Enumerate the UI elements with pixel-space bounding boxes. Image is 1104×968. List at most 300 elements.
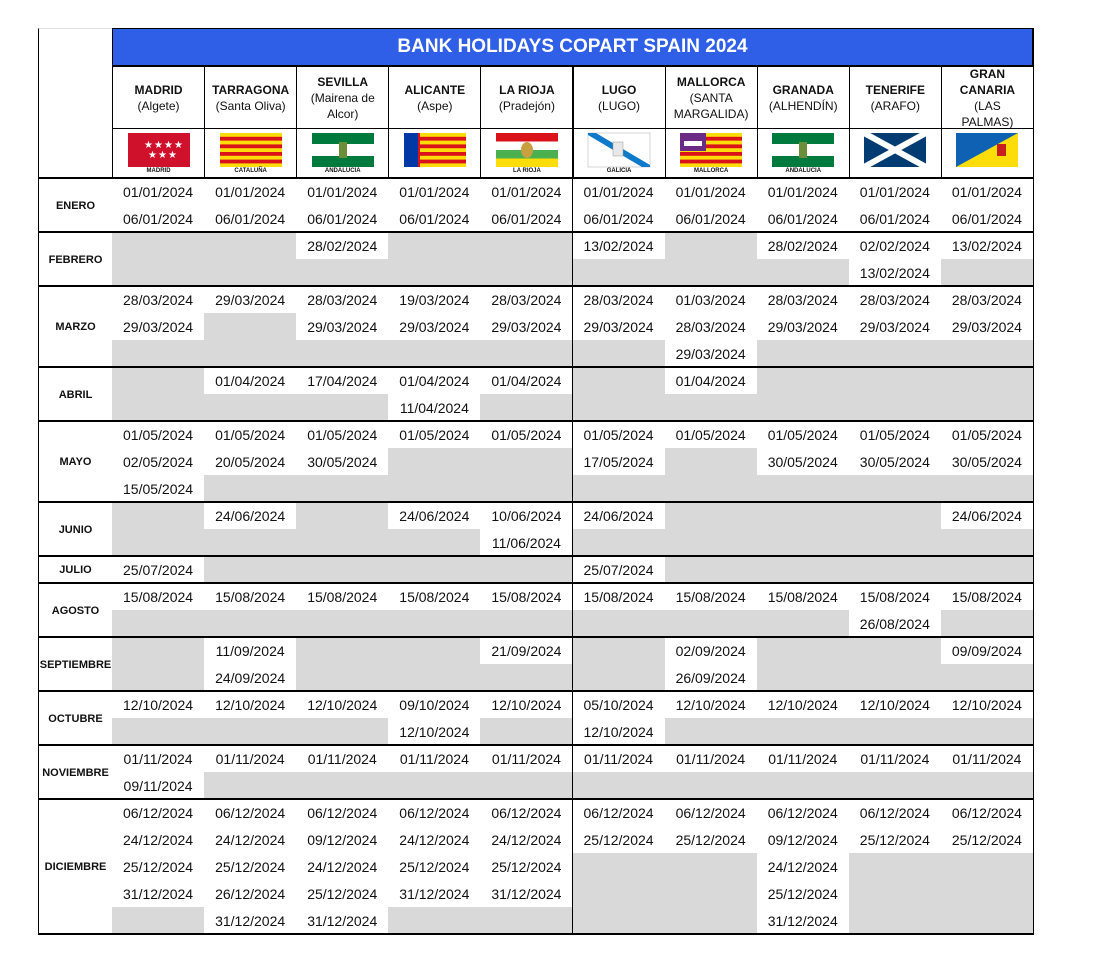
month-label-febrero: FEBRERO	[38, 232, 113, 287]
holiday-date-cell: 15/05/2024	[112, 475, 205, 503]
empty-cell	[573, 367, 666, 395]
empty-cell	[480, 556, 573, 584]
empty-cell	[480, 259, 573, 287]
holiday-date-cell: 01/01/2024	[480, 178, 573, 206]
holiday-date-cell: 01/11/2024	[849, 745, 942, 773]
empty-cell	[388, 232, 481, 260]
holiday-date-cell: 31/12/2024	[757, 907, 850, 935]
holiday-date-cell: 29/03/2024	[112, 313, 205, 341]
holiday-date-cell: 06/01/2024	[480, 205, 573, 233]
empty-cell	[480, 772, 573, 800]
holiday-date-cell: 24/06/2024	[573, 502, 666, 530]
holiday-date-cell: 01/05/2024	[480, 421, 573, 449]
holiday-date-cell: 01/05/2024	[941, 421, 1034, 449]
empty-cell	[112, 610, 205, 638]
holiday-date-cell: 28/03/2024	[296, 286, 389, 314]
holiday-date-cell: 17/05/2024	[573, 448, 666, 476]
holiday-date-cell: 15/08/2024	[849, 583, 942, 611]
month-label-marzo: MARZO	[38, 286, 113, 368]
flag-cell	[573, 128, 666, 178]
holiday-date-cell: 02/09/2024	[665, 637, 758, 665]
holiday-date-cell: 01/04/2024	[388, 367, 481, 395]
holiday-date-cell: 01/01/2024	[388, 178, 481, 206]
holiday-date-cell: 31/12/2024	[204, 907, 297, 935]
holiday-date-cell: 12/10/2024	[296, 691, 389, 719]
holiday-date-cell: 25/07/2024	[112, 556, 205, 584]
empty-cell	[941, 475, 1034, 503]
empty-cell	[757, 529, 850, 557]
empty-cell	[941, 556, 1034, 584]
holiday-date-cell: 13/02/2024	[941, 232, 1034, 260]
holiday-date-cell: 01/11/2024	[573, 745, 666, 773]
holiday-date-cell: 25/12/2024	[204, 853, 297, 881]
empty-cell	[296, 394, 389, 422]
flag-caption: CATALUÑA	[234, 168, 267, 174]
month-label-enero: ENERO	[38, 178, 113, 233]
column-location: (Santa Oliva)	[215, 98, 286, 113]
holiday-date-cell: 01/05/2024	[112, 421, 205, 449]
empty-cell	[480, 718, 573, 746]
holiday-date-cell: 01/04/2024	[204, 367, 297, 395]
holiday-date-cell: 11/06/2024	[480, 529, 573, 557]
holiday-date-cell: 29/03/2024	[757, 313, 850, 341]
empty-cell	[573, 259, 666, 287]
holiday-date-cell: 25/12/2024	[665, 826, 758, 854]
holiday-date-cell: 12/10/2024	[665, 691, 758, 719]
empty-cell	[296, 556, 389, 584]
empty-cell	[388, 664, 481, 692]
empty-cell	[941, 718, 1034, 746]
flag-cell	[757, 128, 850, 178]
svg-text:★: ★	[147, 150, 157, 161]
flag-cell	[112, 128, 205, 178]
svg-text:★: ★	[157, 150, 167, 161]
holiday-date-cell: 24/12/2024	[388, 826, 481, 854]
empty-cell	[665, 529, 758, 557]
empty-cell	[757, 610, 850, 638]
holiday-date-cell: 31/12/2024	[480, 880, 573, 908]
empty-cell	[388, 772, 481, 800]
empty-cell	[941, 853, 1034, 881]
empty-cell	[573, 880, 666, 908]
empty-cell	[388, 610, 481, 638]
column-header-la-rioja	[480, 66, 573, 129]
holiday-date-cell: 19/03/2024	[388, 286, 481, 314]
holiday-date-cell: 24/06/2024	[388, 502, 481, 530]
holiday-date-cell: 15/08/2024	[112, 583, 205, 611]
empty-cell	[480, 610, 573, 638]
month-label-octubre: OCTUBRE	[38, 691, 113, 746]
valencia-flag-icon	[402, 132, 468, 174]
holiday-date-cell: 28/03/2024	[849, 286, 942, 314]
holiday-date-cell: 11/09/2024	[204, 637, 297, 665]
empty-cell	[849, 340, 942, 368]
holiday-date-cell: 29/03/2024	[204, 286, 297, 314]
empty-cell	[941, 259, 1034, 287]
holiday-date-cell: 01/05/2024	[204, 421, 297, 449]
empty-cell	[388, 556, 481, 584]
column-location: (Algete)	[137, 98, 180, 113]
holiday-date-cell: 30/05/2024	[757, 448, 850, 476]
holiday-date-cell: 06/12/2024	[480, 799, 573, 827]
page-title: BANK HOLIDAYS COPART SPAIN 2024	[112, 28, 1033, 66]
month-divider	[38, 420, 1034, 422]
holiday-date-cell: 13/02/2024	[573, 232, 666, 260]
empty-cell	[573, 475, 666, 503]
flag-cell	[480, 128, 573, 178]
holiday-date-cell: 28/03/2024	[573, 286, 666, 314]
holiday-date-cell: 20/05/2024	[204, 448, 297, 476]
flag-cell	[665, 128, 758, 178]
holiday-date-cell: 12/10/2024	[204, 691, 297, 719]
holiday-date-cell: 15/08/2024	[204, 583, 297, 611]
empty-cell	[296, 718, 389, 746]
holiday-date-cell: 01/11/2024	[296, 745, 389, 773]
empty-cell	[204, 340, 297, 368]
flag-caption: MALLORCA	[693, 168, 729, 174]
holiday-date-cell: 29/03/2024	[573, 313, 666, 341]
holiday-date-cell: 02/02/2024	[849, 232, 942, 260]
holiday-date-cell: 29/03/2024	[665, 340, 758, 368]
empty-cell	[665, 907, 758, 935]
holiday-date-cell: 09/12/2024	[296, 826, 389, 854]
column-header-gran-canaria	[941, 66, 1034, 129]
empty-cell	[573, 637, 666, 665]
holiday-date-cell: 06/01/2024	[112, 205, 205, 233]
column-name: ALICANTE	[404, 82, 466, 97]
table-bottom-border	[38, 933, 1034, 935]
month-label-agosto: AGOSTO	[38, 583, 113, 638]
holiday-date-cell: 25/12/2024	[757, 880, 850, 908]
holiday-date-cell: 25/12/2024	[112, 853, 205, 881]
empty-cell	[388, 637, 481, 665]
empty-cell	[849, 367, 942, 395]
month-divider	[38, 501, 1034, 503]
empty-cell	[112, 907, 205, 935]
month-divider	[38, 636, 1034, 638]
holiday-date-cell: 24/06/2024	[204, 502, 297, 530]
flag-caption: ANDALUCIA	[785, 168, 822, 174]
holiday-date-cell: 01/11/2024	[112, 745, 205, 773]
gran-canaria-flag-icon	[954, 132, 1020, 174]
empty-cell	[204, 475, 297, 503]
holiday-date-cell: 15/08/2024	[296, 583, 389, 611]
holiday-date-cell: 24/12/2024	[480, 826, 573, 854]
holiday-date-cell: 15/08/2024	[757, 583, 850, 611]
holiday-date-cell: 15/08/2024	[480, 583, 573, 611]
column-location: (Pradejón)	[498, 98, 555, 113]
empty-cell	[296, 664, 389, 692]
empty-cell	[757, 664, 850, 692]
empty-cell	[480, 664, 573, 692]
month-divider	[38, 366, 1034, 368]
empty-cell	[204, 610, 297, 638]
holiday-date-cell: 06/12/2024	[757, 799, 850, 827]
flag-caption: GALICIA	[606, 168, 632, 174]
holiday-date-cell: 01/11/2024	[388, 745, 481, 773]
flag-caption: LA RIOJA	[513, 168, 541, 174]
column-location: (ARAFO)	[870, 98, 921, 113]
empty-cell	[112, 502, 205, 530]
flag-cell	[941, 128, 1034, 178]
empty-cell	[757, 340, 850, 368]
holiday-date-cell: 06/01/2024	[849, 205, 942, 233]
column-name: LUGO	[601, 82, 637, 97]
empty-cell	[757, 772, 850, 800]
svg-text:★: ★	[173, 140, 183, 151]
holiday-date-cell: 31/12/2024	[112, 880, 205, 908]
month-label-julio: JULIO	[38, 556, 113, 584]
holiday-date-cell: 31/12/2024	[388, 880, 481, 908]
empty-cell	[388, 448, 481, 476]
empty-cell	[204, 556, 297, 584]
empty-cell	[665, 475, 758, 503]
empty-cell	[665, 259, 758, 287]
holiday-date-cell: 28/03/2024	[480, 286, 573, 314]
holiday-date-cell: 09/12/2024	[757, 826, 850, 854]
holiday-date-cell: 06/12/2024	[573, 799, 666, 827]
holiday-date-cell: 26/12/2024	[204, 880, 297, 908]
holiday-date-cell: 01/05/2024	[296, 421, 389, 449]
holiday-date-cell: 12/10/2024	[573, 718, 666, 746]
holiday-date-cell: 24/09/2024	[204, 664, 297, 692]
empty-cell	[757, 394, 850, 422]
column-location: (LUGO)	[598, 98, 641, 113]
column-name: MALLORCA	[676, 74, 746, 89]
column-header-granada	[757, 66, 850, 129]
holiday-date-cell: 06/12/2024	[204, 799, 297, 827]
empty-cell	[112, 394, 205, 422]
empty-cell	[941, 367, 1034, 395]
empty-cell	[849, 637, 942, 665]
empty-cell	[204, 232, 297, 260]
empty-cell	[665, 853, 758, 881]
holiday-date-cell: 28/03/2024	[941, 286, 1034, 314]
flag-cell	[204, 128, 297, 178]
empty-cell	[757, 367, 850, 395]
column-name: SEVILLA	[317, 74, 369, 89]
empty-cell	[112, 637, 205, 665]
holiday-date-cell: 01/01/2024	[112, 178, 205, 206]
empty-cell	[480, 394, 573, 422]
empty-cell	[665, 718, 758, 746]
holiday-date-cell: 21/09/2024	[480, 637, 573, 665]
column-name: LA RIOJA	[499, 82, 555, 97]
holiday-date-cell: 02/05/2024	[112, 448, 205, 476]
empty-cell	[573, 664, 666, 692]
holiday-date-cell: 09/10/2024	[388, 691, 481, 719]
holiday-date-cell: 12/10/2024	[757, 691, 850, 719]
empty-cell	[665, 880, 758, 908]
holiday-date-cell: 24/06/2024	[941, 502, 1034, 530]
holiday-date-cell: 29/03/2024	[296, 313, 389, 341]
holiday-date-cell: 06/12/2024	[112, 799, 205, 827]
svg-text:★: ★	[167, 150, 177, 161]
holiday-date-cell: 15/08/2024	[665, 583, 758, 611]
holiday-date-cell: 25/07/2024	[573, 556, 666, 584]
column-name: GRANADA	[772, 82, 834, 97]
month-label-junio: JUNIO	[38, 502, 113, 557]
month-label-noviembre: NOVIEMBRE	[38, 745, 113, 800]
empty-cell	[757, 475, 850, 503]
holiday-date-cell: 06/12/2024	[388, 799, 481, 827]
empty-cell	[573, 907, 666, 935]
column-location: (ALHENDÍN)	[768, 98, 838, 113]
empty-cell	[112, 340, 205, 368]
empty-cell	[941, 340, 1034, 368]
empty-cell	[112, 664, 205, 692]
empty-cell	[757, 718, 850, 746]
empty-cell	[480, 340, 573, 368]
holiday-date-cell: 01/05/2024	[849, 421, 942, 449]
empty-cell	[388, 529, 481, 557]
holiday-date-cell: 01/01/2024	[849, 178, 942, 206]
empty-cell	[941, 772, 1034, 800]
holiday-date-cell: 24/12/2024	[112, 826, 205, 854]
holiday-date-cell: 30/05/2024	[296, 448, 389, 476]
holiday-date-cell: 01/04/2024	[480, 367, 573, 395]
empty-cell	[296, 529, 389, 557]
holiday-date-cell: 29/03/2024	[388, 313, 481, 341]
column-location: (SANTA MARGALIDA)	[673, 90, 749, 121]
empty-cell	[112, 259, 205, 287]
holiday-date-cell: 01/01/2024	[573, 178, 666, 206]
empty-cell	[665, 448, 758, 476]
holiday-date-cell: 06/01/2024	[388, 205, 481, 233]
holiday-date-cell: 11/04/2024	[388, 394, 481, 422]
column-name: TARRAGONA	[212, 82, 290, 97]
empty-cell	[573, 853, 666, 881]
holiday-date-cell: 09/11/2024	[112, 772, 205, 800]
empty-cell	[757, 637, 850, 665]
holiday-date-cell: 25/12/2024	[573, 826, 666, 854]
empty-cell	[296, 340, 389, 368]
flag-caption: MADRID	[146, 168, 171, 174]
holiday-date-cell: 01/01/2024	[757, 178, 850, 206]
holiday-date-cell: 29/03/2024	[480, 313, 573, 341]
empty-cell	[665, 502, 758, 530]
holiday-date-cell: 15/08/2024	[573, 583, 666, 611]
holiday-date-cell: 10/06/2024	[480, 502, 573, 530]
column-location: (Mairena de Alcor)	[310, 90, 375, 121]
empty-cell	[480, 448, 573, 476]
holiday-date-cell: 01/05/2024	[388, 421, 481, 449]
holiday-date-cell: 29/03/2024	[849, 313, 942, 341]
empty-cell	[941, 394, 1034, 422]
tenerife-flag-icon	[862, 132, 928, 174]
empty-cell	[665, 556, 758, 584]
empty-cell	[296, 637, 389, 665]
month-divider	[38, 798, 1034, 800]
empty-cell	[941, 610, 1034, 638]
holiday-date-cell: 24/12/2024	[757, 853, 850, 881]
holiday-date-cell: 01/01/2024	[665, 178, 758, 206]
column-name: GRAN CANARIA	[959, 66, 1016, 97]
empty-cell	[480, 232, 573, 260]
month-label-septiembre: SEPTIEMBRE	[38, 637, 113, 692]
column-name: MADRID	[134, 82, 183, 97]
month-label-mayo: MAYO	[38, 421, 113, 503]
empty-cell	[480, 907, 573, 935]
column-location: (LAS PALMAS)	[961, 98, 1014, 129]
empty-cell	[665, 772, 758, 800]
empty-cell	[849, 529, 942, 557]
holiday-date-cell: 24/12/2024	[204, 826, 297, 854]
month-divider	[38, 177, 1034, 179]
holiday-date-cell: 06/12/2024	[665, 799, 758, 827]
empty-cell	[941, 664, 1034, 692]
holiday-date-cell: 06/01/2024	[573, 205, 666, 233]
holiday-date-cell: 06/01/2024	[941, 205, 1034, 233]
empty-cell	[296, 610, 389, 638]
empty-cell	[388, 907, 481, 935]
empty-cell	[480, 475, 573, 503]
svg-text:★: ★	[163, 140, 173, 151]
holiday-date-cell: 26/09/2024	[665, 664, 758, 692]
empty-cell	[941, 880, 1034, 908]
empty-cell	[757, 259, 850, 287]
column-header-mallorca	[665, 66, 758, 129]
month-label-diciembre: DICIEMBRE	[38, 799, 113, 935]
column-header-tarragona	[204, 66, 297, 129]
holiday-date-cell: 28/03/2024	[112, 286, 205, 314]
empty-cell	[388, 340, 481, 368]
holiday-date-cell: 06/01/2024	[204, 205, 297, 233]
empty-cell	[849, 772, 942, 800]
holiday-date-cell: 30/05/2024	[941, 448, 1034, 476]
empty-cell	[296, 772, 389, 800]
empty-cell	[388, 259, 481, 287]
holiday-date-cell: 06/12/2024	[849, 799, 942, 827]
holiday-date-cell: 01/03/2024	[665, 286, 758, 314]
empty-cell	[665, 394, 758, 422]
holiday-date-cell: 01/05/2024	[573, 421, 666, 449]
holiday-date-cell: 01/11/2024	[204, 745, 297, 773]
holiday-date-cell: 25/12/2024	[480, 853, 573, 881]
empty-cell	[757, 556, 850, 584]
corner-blank-cell	[38, 28, 112, 178]
holiday-date-cell: 25/12/2024	[849, 826, 942, 854]
month-divider	[38, 744, 1034, 746]
empty-cell	[573, 394, 666, 422]
holiday-date-cell: 01/01/2024	[941, 178, 1034, 206]
empty-cell	[204, 259, 297, 287]
holiday-date-cell: 29/03/2024	[941, 313, 1034, 341]
holiday-date-cell: 01/11/2024	[941, 745, 1034, 773]
empty-cell	[941, 907, 1034, 935]
empty-cell	[849, 475, 942, 503]
holiday-date-cell: 25/12/2024	[388, 853, 481, 881]
holiday-date-cell: 12/10/2024	[388, 718, 481, 746]
holiday-date-cell: 01/04/2024	[665, 367, 758, 395]
empty-cell	[849, 394, 942, 422]
empty-cell	[204, 718, 297, 746]
holiday-date-cell: 31/12/2024	[296, 907, 389, 935]
column-header-tenerife	[849, 66, 942, 129]
holiday-date-cell: 26/08/2024	[849, 610, 942, 638]
month-divider	[38, 690, 1034, 692]
holiday-date-cell: 05/10/2024	[573, 691, 666, 719]
holiday-date-cell: 28/03/2024	[665, 313, 758, 341]
empty-cell	[757, 502, 850, 530]
empty-cell	[204, 313, 297, 341]
month-divider	[38, 231, 1034, 233]
empty-cell	[388, 475, 481, 503]
column-header-lugo	[573, 66, 666, 129]
empty-cell	[112, 718, 205, 746]
column-header-alicante	[388, 66, 481, 129]
holiday-date-cell: 13/02/2024	[849, 259, 942, 287]
